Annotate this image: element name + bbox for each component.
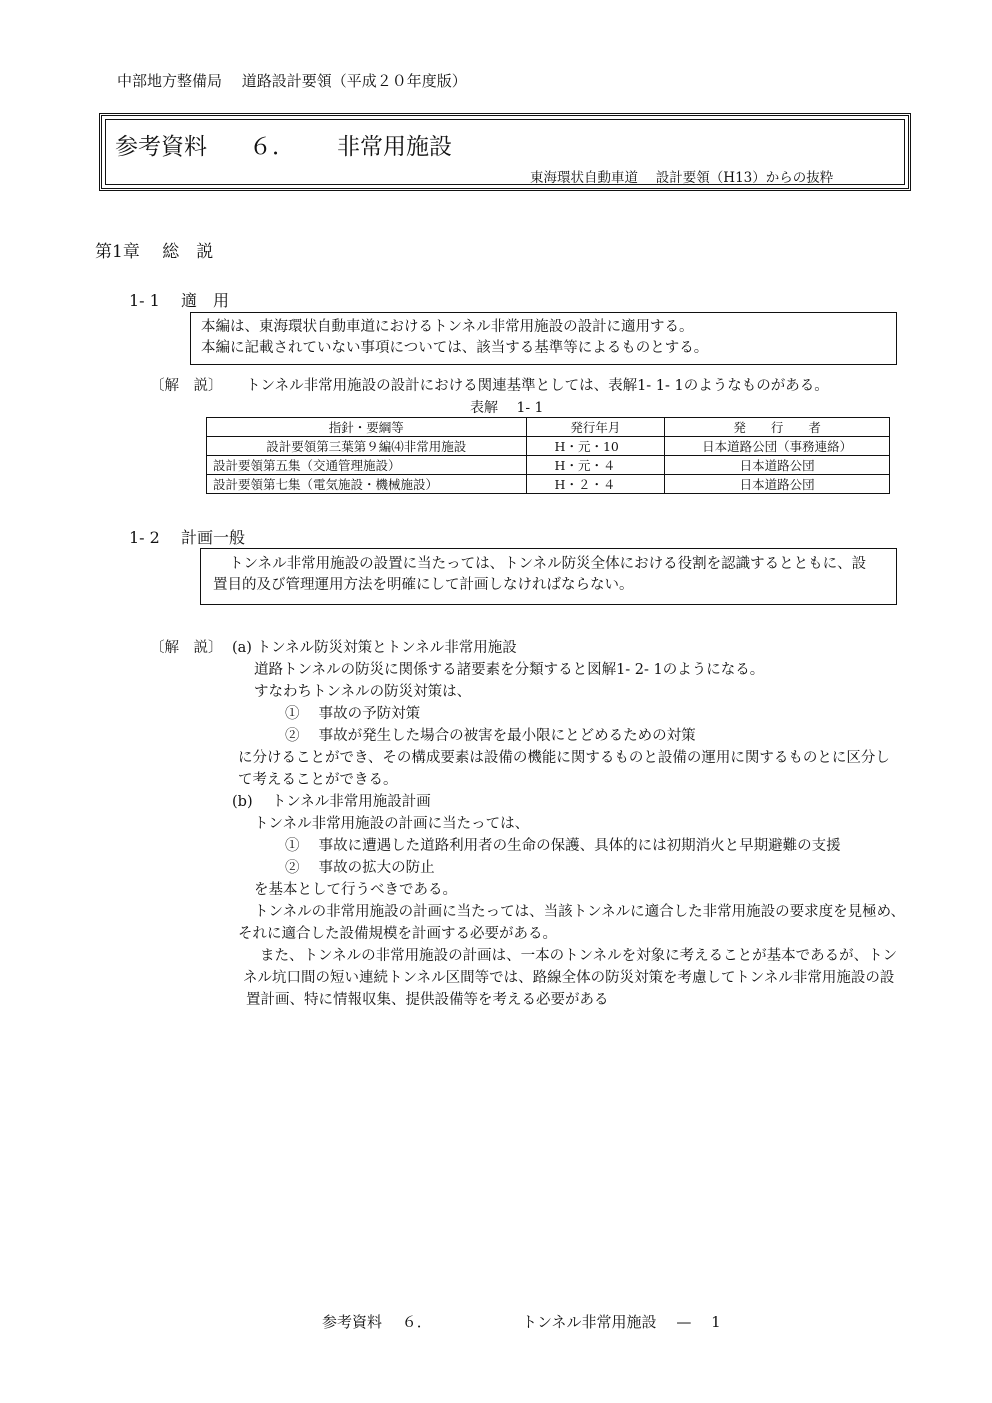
commentary-line: トンネルの非常用施設の計画に当たっては、当該トンネルに適合した非常用施設の要求度を見極め、 xyxy=(254,904,906,920)
table-row xyxy=(207,475,890,494)
commentary-line: ① 事故の予防対策 xyxy=(285,706,421,722)
footer-left: 参考資料 ６． xyxy=(322,1313,432,1331)
commentary-line: ② 事故が発生した場合の被害を最小限にとどめるための対策 xyxy=(285,728,696,744)
application-box xyxy=(190,312,897,365)
commentary-line: (a) トンネル防災対策とトンネル非常用施設 xyxy=(232,640,517,656)
footer-right: トンネル非常用施設 — 1 xyxy=(522,1313,721,1331)
section-heading-1-2: 1- 2 計画一般 xyxy=(129,528,245,547)
commentary-line: ② 事故の拡大の防止 xyxy=(285,860,435,876)
commentary-text: トンネル非常用施設の設計における関連基準としては、表解1- 1- 1のようなものがある。 xyxy=(246,378,829,394)
table-header-row xyxy=(207,418,890,437)
table-cell: 設計要領第五集（交通管理施設） xyxy=(207,456,527,475)
commentary-line: ネル坑口間の短い連続トンネル区間等では、路線全体の防災対策を考慮してトンネル非常用施設の設 xyxy=(243,970,895,986)
box-line: 本編に記載されていない事項については、該当する基準等によるものとする。 xyxy=(201,340,709,356)
commentary-line: (b) トンネル非常用施設計画 xyxy=(232,794,431,810)
table-row xyxy=(207,437,890,456)
title-part-reference: 参考資料 xyxy=(115,134,207,160)
commentary-label: 〔解 説〕 xyxy=(150,378,223,394)
table-header-cell: 発 行 者 xyxy=(665,418,890,437)
title-part-number: ６． xyxy=(249,134,295,160)
commentary-line: て考えることができる。 xyxy=(238,772,398,788)
commentary-label: 〔解 説〕 xyxy=(150,640,223,656)
commentary-line: トンネル非常用施設の計画に当たっては、 xyxy=(254,816,530,832)
table-header-cell: 発行年月 xyxy=(526,418,665,437)
box-line: トンネル非常用施設の設置に当たっては、トンネル防災全体における役割を認識するとともに、設 xyxy=(229,556,867,572)
box-line: 置目的及び管理運用方法を明確にして計画しなければならない。 xyxy=(213,577,634,593)
title-part-name: 非常用施設 xyxy=(337,134,452,160)
commentary-line: 道路トンネルの防災に関係する諸要素を分類すると図解1- 2- 1のようになる。 xyxy=(254,662,765,678)
commentary-line: を基本として行うべきである。 xyxy=(254,882,457,898)
table-cell: H・２・４ xyxy=(526,475,665,494)
table-cell: H・元・４ xyxy=(526,456,665,475)
commentary-line: に分けることができ、その構成要素は設備の機能に関するものと設備の運用に関するものとに区分し xyxy=(238,750,890,766)
section-heading-1-1: 1- 1 適 用 xyxy=(129,291,229,310)
commentary-line: すなわちトンネルの防災対策は、 xyxy=(254,684,472,700)
table-caption: 表解 1- 1 xyxy=(470,400,544,416)
table-cell: 日本道路公団（事務連絡） xyxy=(665,437,890,456)
commentary-line: ① 事故に遭遇した道路利用者の生命の保護、具体的には初期消火と早期避難の支援 xyxy=(285,838,841,854)
commentary-line: それに適合した設備規模を計画する必要がある。 xyxy=(238,926,557,942)
page-title xyxy=(115,128,452,161)
table-row xyxy=(207,456,890,475)
commentary-line: 置計画、特に情報収集、提供設備等を考える必要がある xyxy=(246,992,609,1008)
chapter-heading: 第1章 総 説 xyxy=(95,242,214,262)
reference-table xyxy=(206,417,890,494)
table-cell: 設計要領第七集（電気施設・機械施設） xyxy=(207,475,527,494)
box-line: 本編は、東海環状自動車道におけるトンネル非常用施設の設計に適用する。 xyxy=(201,319,694,335)
planning-box xyxy=(200,548,897,605)
table-cell: 日本道路公団 xyxy=(665,475,890,494)
document-header: 中部地方整備局 道路設計要領（平成２０年度版） xyxy=(117,72,467,90)
table-cell: 設計要領第三葉第９編⑷非常用施設 xyxy=(207,437,527,456)
table-cell: H・元・10 xyxy=(526,437,665,456)
table-header-cell: 指針・要綱等 xyxy=(207,418,527,437)
commentary-line: また、トンネルの非常用施設の計画は、一本のトンネルを対象に考えることが基本であるが、トン xyxy=(260,948,898,964)
table-cell: 日本道路公団 xyxy=(665,456,890,475)
page-subtitle: 東海環状自動車道 設計要領（H13）からの抜粋 xyxy=(530,170,834,186)
